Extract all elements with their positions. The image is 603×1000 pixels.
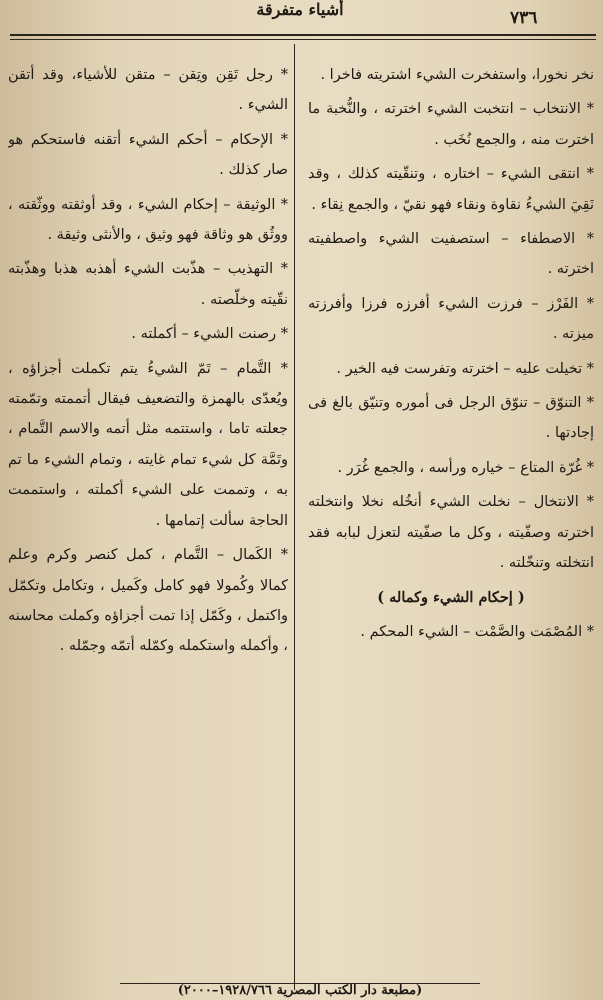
left-column — [8, 60, 288, 960]
printer-imprint: (مطبعة دار الكتب المصرية ١٩٢٨/٧٦٦–٢٠٠٠) — [177, 983, 423, 998]
entry: * التنوّق – تنوّق الرجل فى أموره وتنيّق بالغ فى إجادتها . — [308, 395, 594, 442]
entry: * الانتخاب – انتخبت الشيء اخترته ، والنُّخبة ما اخترت منه ، والجمع نُخَب . — [308, 101, 594, 148]
entry: * الاصطفاء – استصفيت الشيء واصطفيته اخترته . — [308, 231, 594, 278]
entry: * الإحكام – أحكم الشيء أتقنه فاستحكم هو صار كذلك . — [8, 131, 288, 179]
entry: * انتقى الشيء – اختاره ، وتنقّيته كذلك ، وقد نَقِيَ الشيءُ نقاوة ونقاء فهو نقيّ ، والجمع نِقاء . — [308, 166, 594, 213]
entry: * تخيلت عليه – اخترته وتفرست فيه الخير . — [336, 360, 594, 377]
entry: * التَّمام – تَمّ الشيءُ يتم تكملت أجزاؤه ، ويُعدّى بالهمزة والتضعيف فيقال أتممته وتمّمته جعلته تاما ، واستتمه مثل أتمه والاسم التَّمام ، وتَمَّة كل شيء تمام غايته ، وتمام الشيء ما تم به ، وتممت على الشيء أكملته ، واستممت الحاجة سألت إتمامها . — [8, 360, 288, 529]
header-rule — [10, 34, 596, 36]
entry: * المُصْمَت والصَّمْت – الشيء المحكم . — [360, 623, 594, 640]
running-title: أشياء متفرقة — [256, 0, 344, 19]
entry: * التهذيب – هذّبت الشيء أهذبه هذبا وهذّبته نقّيته وخلّصته . — [8, 261, 288, 308]
entry: * رصنت الشيء – أكملته . — [131, 326, 288, 343]
page-number: ٧٣٦ — [510, 8, 538, 28]
header-rule-thin — [10, 39, 596, 40]
column-divider — [294, 44, 295, 990]
entry: * الوثيقة – إحكام الشيء ، وقد أوثقته ووثّقته ، ووثُق هو وثاقة فهو وثيق ، والأنثى وثيقة . — [8, 196, 288, 244]
entry: * الانتخال – نخلت الشيء أنخُله نخلا وانتخلته اخترته وصفّيته ، وكل ما صفّيته لتعزل لبابه فقد انتخلته وتنخّلته . — [308, 494, 594, 572]
section-heading: ( إحكام الشيء وكماله ) — [377, 588, 525, 606]
entry: * الفَرْز – فرزت الشيء أفرزه فرزا وأفرزته ميزته . — [308, 295, 594, 343]
right-column — [308, 60, 594, 960]
entry: * الكَمال – التَّمام ، كمل كنصر وكرم وعلم كمالا وكُمولا فهو كامل وكَميل ، وتكامل وتكمّل واكتمل ، وكَمّل إذا تمت أجزاؤه وكملت محاسنه ، وأكمله واستكمله وكمّله أتمّه وجمّله . — [8, 547, 288, 655]
entry: * رجل تَقِن وتِقن – متقن للأشياء، وقد أتقن الشيء . — [8, 67, 288, 114]
entry: * غُرّة المتاع – خياره ورأسه ، والجمع غُرَر . — [337, 459, 594, 476]
entry: نخر نخورا، واستفخرت الشيء اشتريته فاخرا . — [320, 67, 594, 83]
